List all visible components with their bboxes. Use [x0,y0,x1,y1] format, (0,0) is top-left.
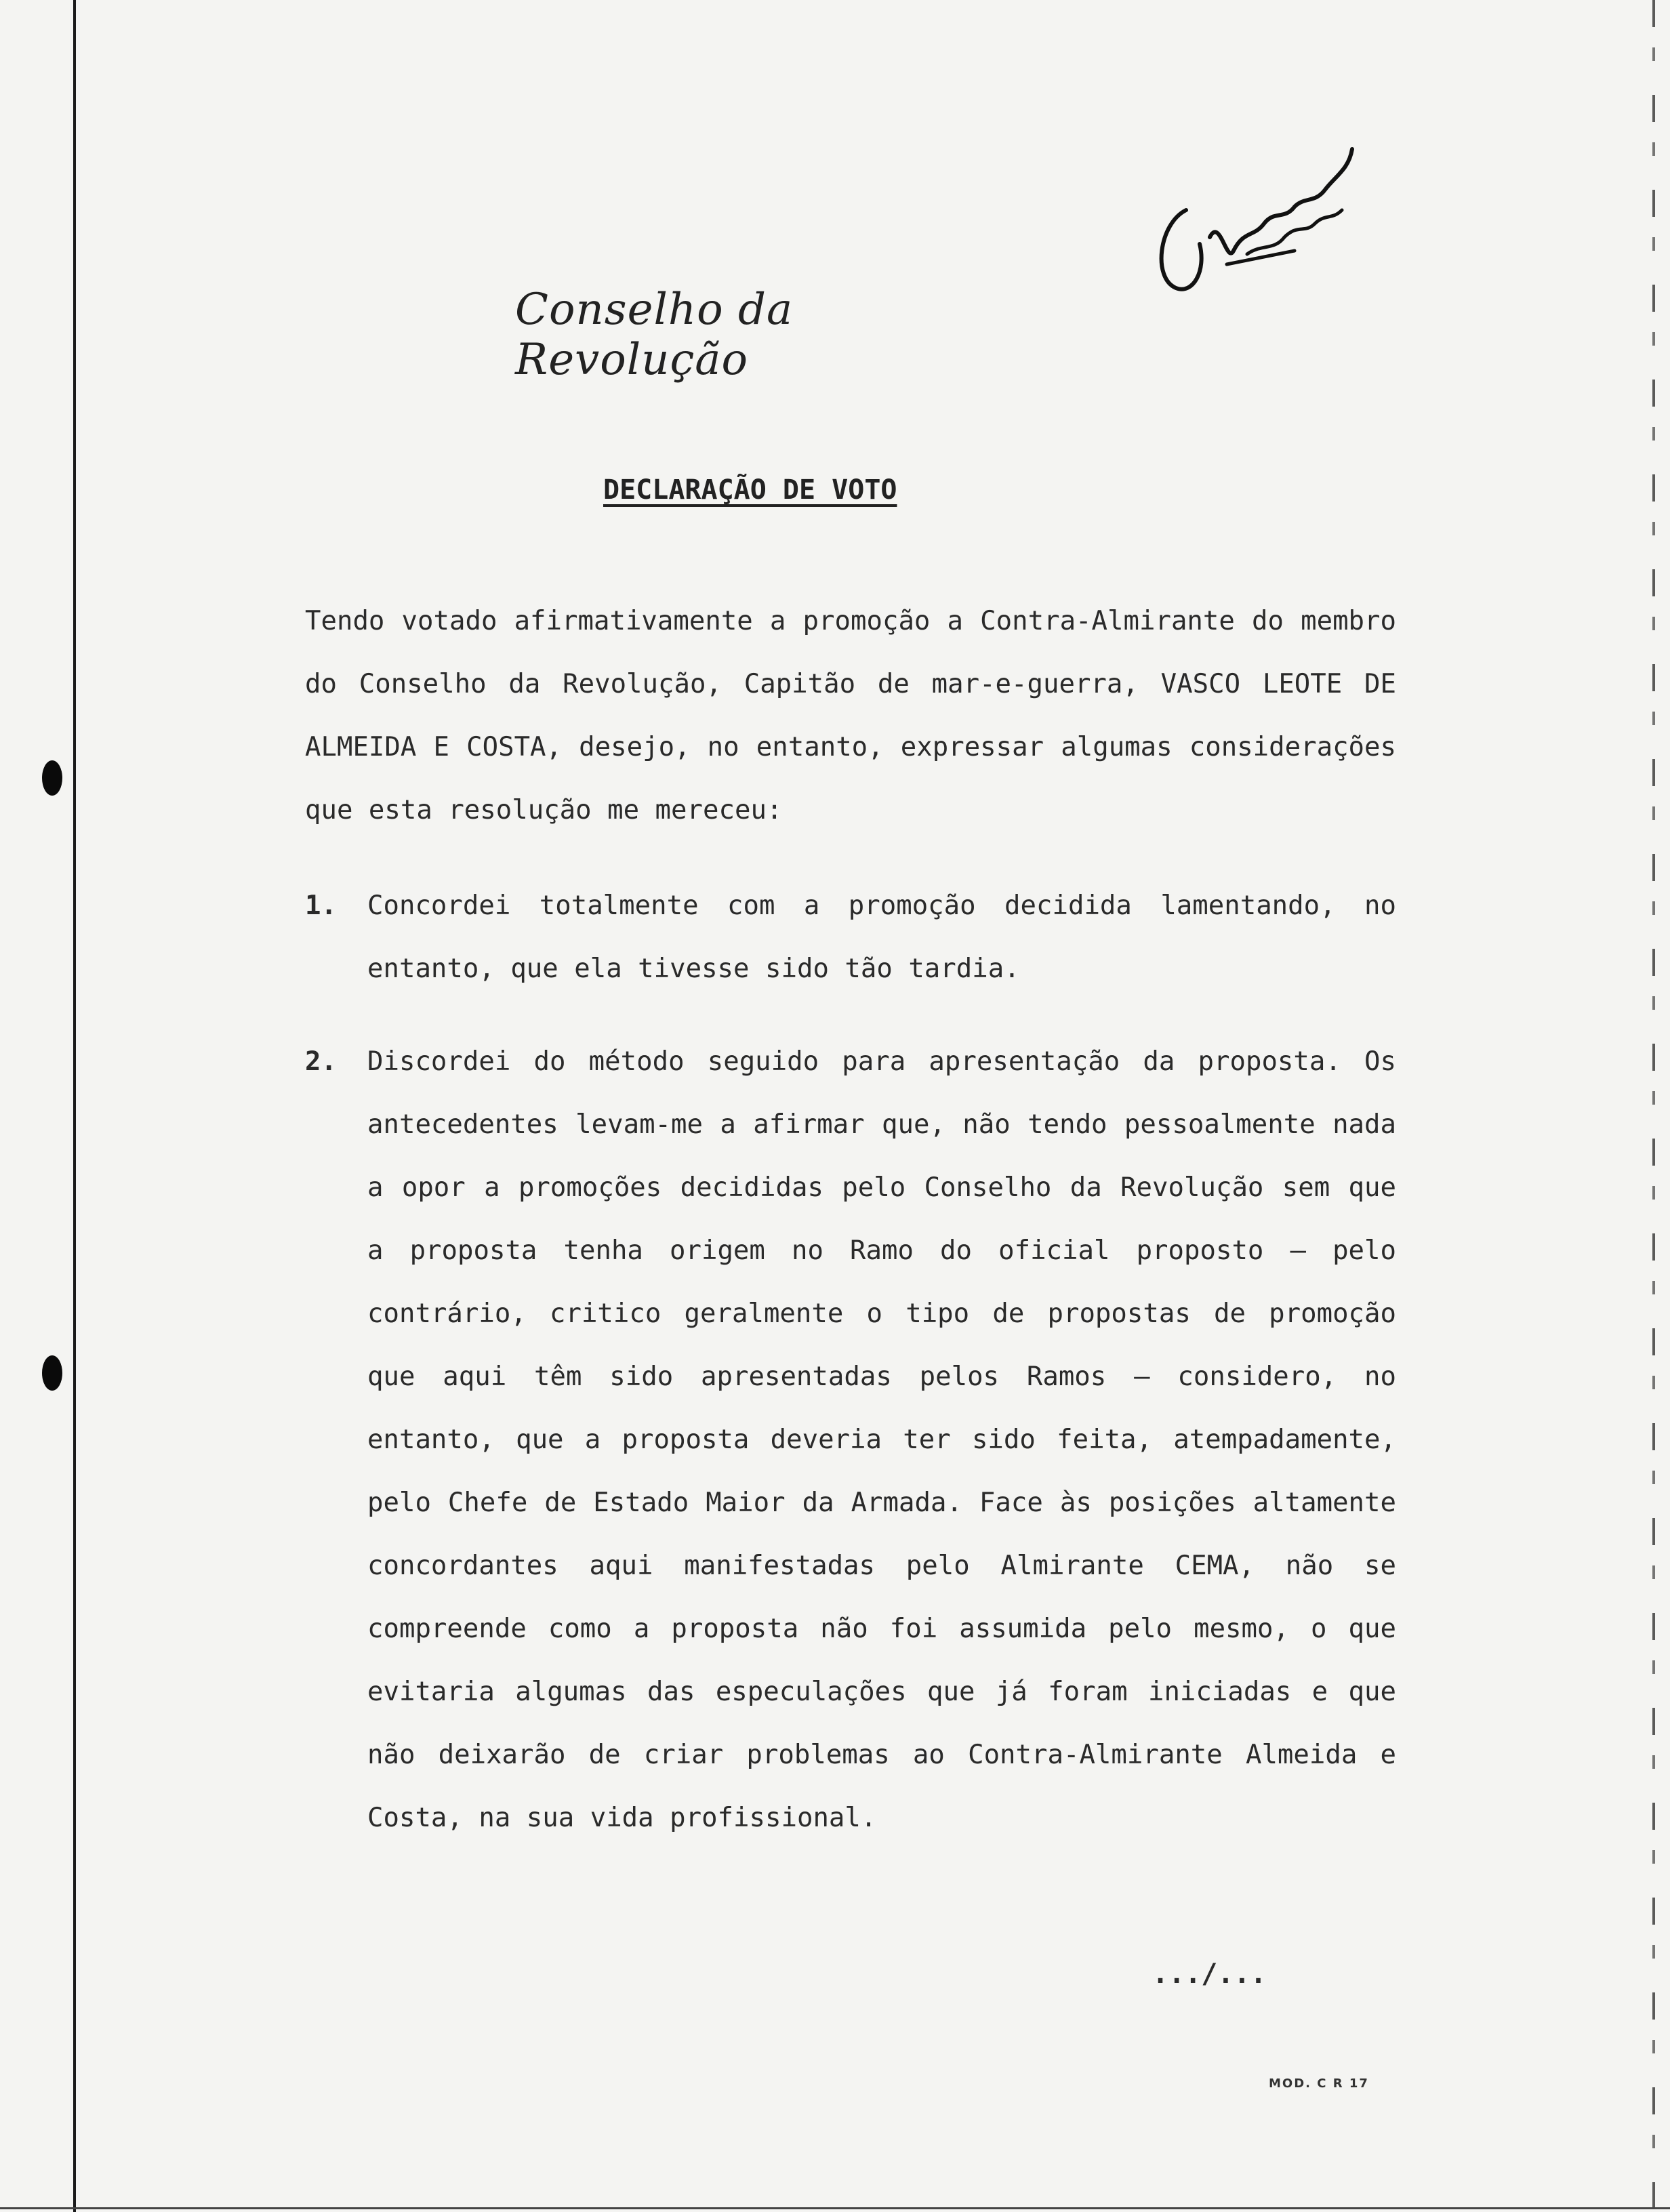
list-item [305,874,1396,1000]
list-item [305,1030,1396,1849]
punch-hole [42,1355,62,1391]
item-text: Discordei do método seguido para apresentação da proposta. Os antecedentes levam-me a afirmar que, não tendo pessoalmente nada a opor a promoções decididas pelo Conselho da Revolução sem que a proposta tenha origem no Ramo do oficial proposto — pelo contrário, critico geralmente o tipo de propostas de promoção que aqui têm sido apresentadas pelos Ramos — considero, no entanto, que a proposta deveria ter sido feita, atempadamente, pelo Chefe de Estado Maior da Armada. Face às posições altamente concordantes aqui manifestadas pelo Almirante CEMA, não se compreende como a proposta não foi assumida pelo mesmo, o que evitaria algumas das especulações que já foram iniciadas e que não deixarão de criar problemas ao Contra-Almirante Almeida e Costa, na sua vida profissional. [367,1046,1396,1833]
right-page-edge [1652,0,1655,2212]
signature [1145,136,1417,352]
continuation-mark: .../... [1152,1959,1267,1990]
item-number: 2. [305,1046,337,1077]
item-text: Concordei totalmente com a promoção decidida lamentando, no entanto, que ela tivesse sido tão tardia. [367,890,1396,984]
intro-paragraph: Tendo votado afirmativamente a promoção a Contra-Almirante do membro do Conselho da Revolução, Capitão de mar-e-guerra, VASCO LEOTE DE ALMEIDA E COSTA, desejo, no entanto, expressar algumas considerações que esta resolução me mereceu: [305,606,1396,825]
form-code: MOD. C R 17 [1269,2076,1369,2091]
left-margin-line [73,0,76,2212]
document-title: DECLARAÇÃO DE VOTO [603,474,897,506]
punch-hole [42,760,62,796]
bottom-page-edge [0,2207,1670,2209]
letterhead: Conselho da Revolução [515,285,794,385]
item-number: 1. [305,890,337,921]
